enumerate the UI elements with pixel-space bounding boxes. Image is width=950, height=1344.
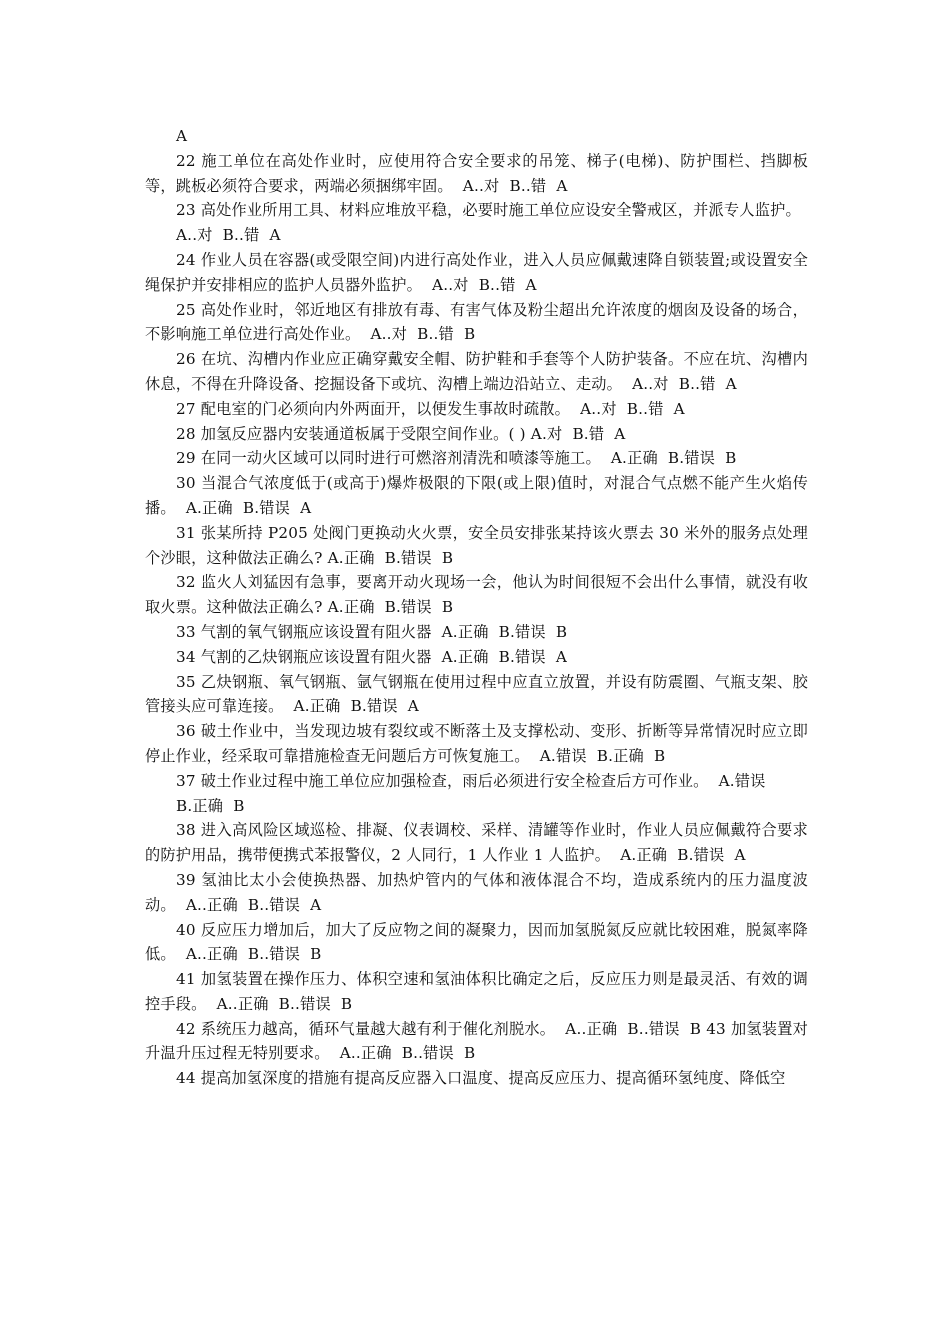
paragraph-answer-21: A <box>176 127 188 145</box>
paragraph-q30: 30 当混合气浓度低于(或高于)爆炸极限的下限(或上限)值时，对混合气点燃不能产生火焰传播。 A.正确 B.错误 A <box>145 474 808 517</box>
paragraph-q23: 23 高处作业所用工具、材料应堆放平稳，必要时施工单位应设安全警戒区，并派专人监护。 <box>176 201 801 220</box>
paragraph-q44: 44 提高加氢深度的措施有提高反应器入口温度、提高反应压力、提高循环氢纯度、降低空 <box>176 1069 786 1088</box>
paragraph-q37-answer: B.正确 B <box>176 796 245 815</box>
paragraph-q33: 33 气割的氧气钢瓶应该设置有阻火器 A.正确 B.错误 B <box>176 622 568 641</box>
paragraph-q31: 31 张某所持 P205 处阀门更换动火火票，安全员安排张某持该火票去 30 米外的服务点处理个沙眼，这种做法正确么? A.正确 B.错误 B <box>145 523 808 567</box>
paragraph-q40: 40 反应压力增加后，加大了反应物之间的凝聚力，因而加氢脱氮反应就比较困难，脱氮率降低。 A..正确 B..错误 B <box>145 920 808 964</box>
paragraph-q22: 22 施工单位在高处作业时，应使用符合安全要求的吊笼、梯子(电梯)、防护围栏、挡脚板等，跳板必须符合要求，两端必须捆绑牢固。 A..对 B..错 A <box>145 151 808 195</box>
paragraph-q27: 27 配电室的门必须向内外两面开，以便发生事故时疏散。 A..对 B..错 A <box>176 399 685 418</box>
paragraph-q26: 26 在坑、沟槽内作业应正确穿戴安全帽、防护鞋和手套等个人防护装备。不应在坑、沟槽内休息，不得在升降设备、挖掘设备下或坑、沟槽上端边沿站立、走动。 A..对 B..错 A <box>145 350 808 393</box>
document-page <box>145 124 808 1091</box>
paragraph-q25: 25 高处作业时，邻近地区有排放有毒、有害气体及粉尘超出允许浓度的烟囱及设备的场合，不影响施工单位进行高处作业。 A..对 B..错 B <box>145 300 808 344</box>
paragraph-q34: 34 气割的乙炔钢瓶应该设置有阻火器 A.正确 B.错误 A <box>176 647 568 666</box>
paragraph-q39: 39 氢油比太小会使换热器、加热炉管内的气体和液体混合不均，造成系统内的压力温度波动。 A..正确 B..错误 A <box>145 870 808 914</box>
paragraph-q23-answer: A..对 B..错 A <box>176 226 281 245</box>
paragraph-q28: 28 加氢反应器内安装通道板属于受限空间作业。( ) A.对 B.错 A <box>176 424 626 443</box>
paragraph-q37: 37 破土作业过程中施工单位应加强检查，雨后必须进行安全检查后方可作业。 A.错误 <box>176 771 766 790</box>
paragraph-q35: 35 乙炔钢瓶、氧气钢瓶、氩气钢瓶在使用过程中应直立放置，并设有防震圈、气瓶支架、胶管接头应可靠连接。 A.正确 B.错误 A <box>145 672 808 716</box>
paragraph-q41: 41 加氢装置在操作压力、体积空速和氢油体积比确定之后，反应压力则是最灵活、有效的调控手段。 A..正确 B..错误 B <box>145 970 808 1013</box>
paragraph-q36: 36 破土作业中，当发现边坡有裂纹或不断落土及支撑松动、变形、折断等异常情况时应立即停止作业，经采取可靠措施检查无问题后方可恢复施工。 A.错误 B.正确 B <box>145 722 808 765</box>
paragraph-q42-q43: 42 系统压力越高，循环气量越大越有利于催化剂脱水。 A..正确 B..错误 B 43 加氢装置对升温升压过程无特别要求。 A..正确 B..错误 B <box>145 1019 808 1063</box>
paragraph-q38: 38 进入高风险区域巡检、排凝、仪表调校、采样、清罐等作业时，作业人员应佩戴符合要求的防护用品，携带便携式苯报警仪，2 人同行，1 人作业 1 人监护。 A.正确 B.错误 A <box>145 821 808 865</box>
paragraph-q24: 24 作业人员在容器(或受限空间)内进行高处作业，进入人员应佩戴速降自锁装置;或设置安全绳保护并安排相应的监护人员器外监护。 A..对 B..错 A <box>145 250 808 294</box>
paragraph-q32: 32 监火人刘猛因有急事，要离开动火现场一会，他认为时间很短不会出什么事情，就没有收取火票。这种做法正确么? A.正确 B.错误 B <box>145 573 808 617</box>
paragraph-q29: 29 在同一动火区域可以同时进行可燃溶剂清洗和喷漆等施工。 A.正确 B.错误 B <box>176 449 737 468</box>
